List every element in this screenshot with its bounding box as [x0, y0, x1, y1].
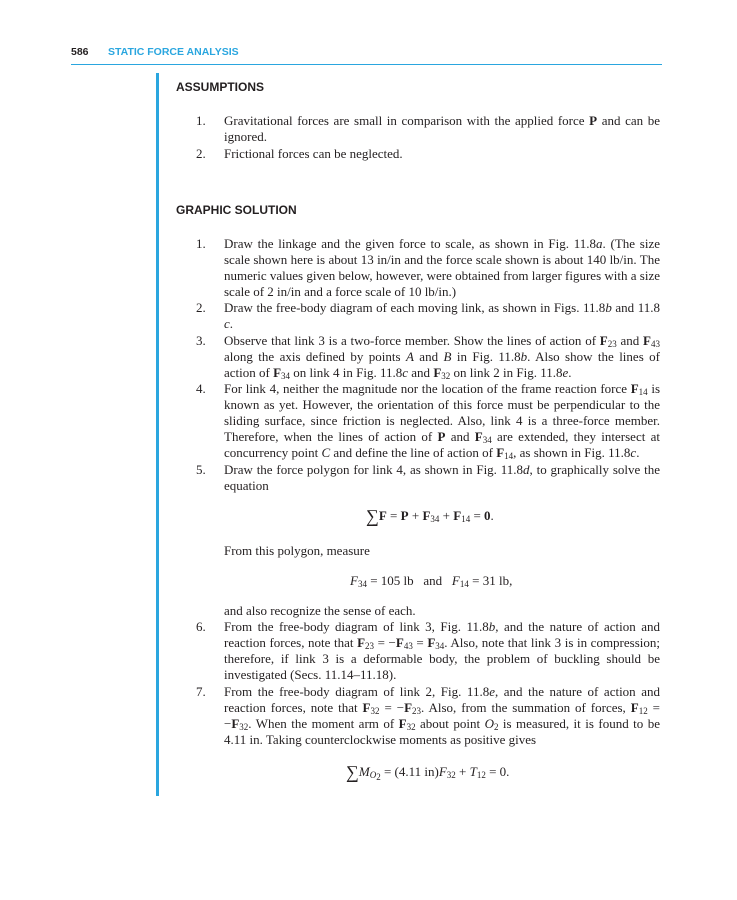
item-text: Gravitational forces are small in comparison with the applied force P and can be ignored.	[224, 113, 660, 144]
item-number: 2.	[196, 300, 206, 315]
equation-moment-sum: $\sum M_{O_2} = (4.11$ $in)F_{32} + T_{12} = 0$.	[346, 762, 510, 782]
assumptions-heading: ASSUMPTIONS	[176, 80, 265, 94]
item-text: From the free-body diagram of link 2, Fig. 11.8e, and the nature of action and reaction forces, note that $F_{32} = -F_{23}$. Also, from the summation of forces, $F_{12} = -F_{32}$. When the moment arm of $F_{32}$ about point $O_2$ is measured, it is found to be 4.11 in. Taking counterclockwise moments as positive gives	[224, 684, 660, 747]
item-text: Draw the force polygon for link 4, as shown in Fig. 11.8d, to graphically solve the equation	[224, 462, 660, 493]
item-number: 1.	[196, 113, 206, 128]
page-header	[71, 46, 662, 65]
graphic-solution-heading: GRAPHIC SOLUTION	[176, 203, 297, 217]
item-text: Frictional forces can be neglected.	[224, 146, 403, 161]
item-number: 6.	[196, 619, 206, 634]
measured-values: $F_{34} = 105$ lb and $F_{14} = 31$ lb,	[350, 573, 513, 589]
item-number: 1.	[196, 236, 206, 251]
sidebar-rule	[156, 73, 159, 796]
sense-text: and also recognize the sense of each.	[224, 603, 416, 618]
item-text: Observe that link 3 is a two-force member. Show the lines of action of $F_{23}$ and $F_{43}$ along the axis defined by points A and B in Fig. 11.8b. Also show the lines of action of $F_{34}$ on link 4 in Fig. 11.8c and $F_{32}$ on link 2 in Fig. 11.8e.	[224, 333, 660, 381]
item-text: Draw the free-body diagram of each moving link, as shown in Figs. 11.8b and 11.8 c.	[224, 300, 660, 331]
item-number: 4.	[196, 381, 206, 396]
item-number: 3.	[196, 333, 206, 348]
item-number: 5.	[196, 462, 206, 477]
polygon-text: From this polygon, measure	[224, 543, 370, 558]
item-text: For link 4, neither the magnitude nor the location of the frame reaction force $F_{14}$ is known as yet. However, the orientation of this force must be perpendicular to the sliding surface, since friction is neglected. Also, link 4 is a three-force member. Therefore, when the lines of action of P and $F_{34}$ are extended, they intersect at concurrency point C and define the line of action of $F_{14}$, as shown in Fig. 11.8c.	[224, 381, 660, 461]
item-text: From the free-body diagram of link 3, Fig. 11.8b, and the nature of action and reaction forces, note that $F_{23} = -F_{43} = F_{34}$. Also, note that link 3 is in compression; therefore, if link 3 is a deformable body, the problem of buckling should be investigated (Secs. 11.14–11.18).	[224, 619, 661, 682]
item-number: 2.	[196, 146, 206, 161]
equation-force-sum: $\sum F = P + F_{34} + F_{14} = 0$.	[366, 506, 494, 526]
page-number: 586	[71, 46, 89, 58]
item-number: 7.	[196, 684, 206, 699]
running-section-title: STATIC FORCE ANALYSIS	[108, 46, 239, 58]
item-text: Draw the linkage and the given force to scale, as shown in Fig. 11.8a. (The size scale shown here is about 13 in/in and the force scale shown is about 140 lb/in. The numeric values given below, however, were obtained from larger figures with a size scale of 2 in/in and a force scale of 10 lb/in.)	[224, 236, 660, 299]
